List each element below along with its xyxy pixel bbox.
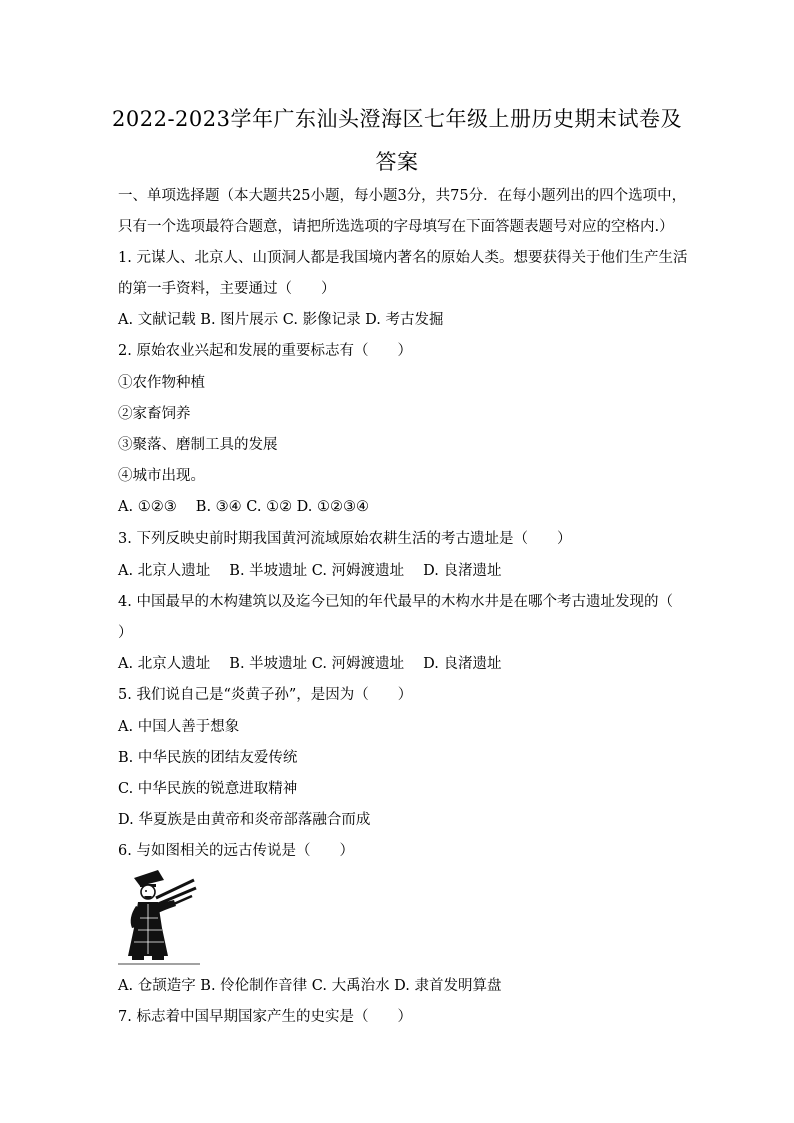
question-7-stem: 7. 标志着中国早期国家产生的史实是（ ） [118,1009,412,1025]
question-2-options: A. ①②③ B. ③④ C. ①② D. ①②③④ [118,499,370,515]
question-5-option-a: A. 中国人善于想象 [118,719,240,735]
ancient-figure-illustration [118,868,200,966]
question-3-options: A. 北京人遗址 B. 半坡遗址 C. 河姆渡遗址 D. 良渚遗址 [118,563,502,579]
question-2-item-2: ②家畜饲养 [118,406,191,422]
section-instructions: 只有一个选项最符合题意，请把所选选项的字母填写在下面答题表题号对应的空格内.） [118,219,674,235]
question-1-options: A. 文献记载 B. 图片展示 C. 影像记录 D. 考古发掘 [118,312,444,328]
question-3-stem: 3. 下列反映史前时期我国黄河流域原始农耕生活的考古遗址是（ ） [118,531,572,547]
question-6-options: A. 仓颉造字 B. 伶伦制作音律 C. 大禹治水 D. 隶首发明算盘 [118,978,502,994]
question-5-option-d: D. 华夏族是由黄帝和炎帝部落融合而成 [118,812,371,828]
question-4-stem-cont: ） [118,625,133,641]
question-2-item-4: ④城市出现。 [118,468,205,484]
question-1-stem-cont: 的第一手资料，主要通过（ ） [118,281,336,297]
document-title-line-1: 2022-2023学年广东汕头澄海区七年级上册历史期末试卷及 [112,107,682,131]
question-5-option-b: B. 中华民族的团结友爱传统 [118,750,298,766]
question-5-stem: 5. 我们说自己是“炎黄子孙”，是因为（ ） [118,687,413,703]
question-1-stem: 1. 元谋人、北京人、山顶洞人都是我国境内著名的原始人类。想要获得关于他们生产生活 [118,250,688,266]
ancient-figure-silhouette-icon [118,868,200,966]
question-4-stem: 4. 中国最早的木构建筑以及迄今已知的年代最早的木构水井是在哪个考古遗址发现的（ [118,594,673,610]
document-title-line-2: 答案 [375,150,419,174]
section-heading: 一、单项选择题（本大题共25小题，每小题3分，共75分．在每小题列出的四个选项中， [118,188,687,204]
question-2-item-3: ③聚落、磨制工具的发展 [118,437,278,453]
question-2-stem: 2. 原始农业兴起和发展的重要标志有（ ） [118,343,412,359]
question-2-item-1: ①农作物种植 [118,375,205,391]
question-6-stem: 6. 与如图相关的远古传说是（ ） [118,843,354,859]
question-5-option-c: C. 中华民族的锐意进取精神 [118,781,298,797]
question-4-options: A. 北京人遗址 B. 半坡遗址 C. 河姆渡遗址 D. 良渚遗址 [118,656,502,672]
